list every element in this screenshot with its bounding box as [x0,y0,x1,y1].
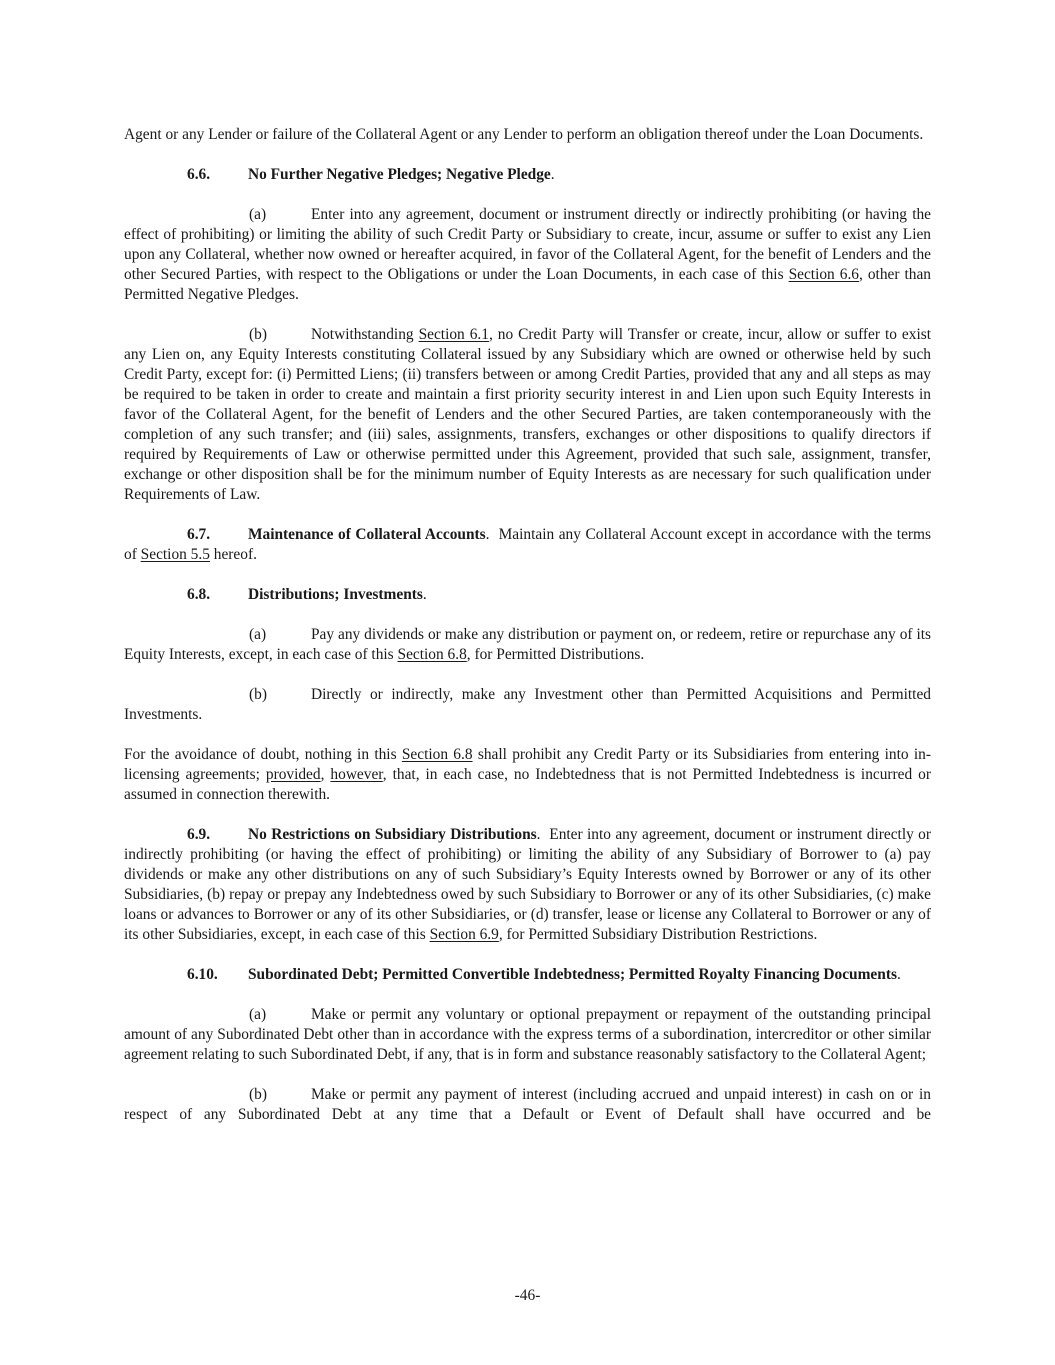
section-reference: Section 6.9 [429,926,499,943]
section-6-10-heading: 6.10. Subordinated Debt; Permitted Convertible Indebtedness; Permitted Royalty Financing Documents. [187,966,901,983]
clause-label: (a) [249,626,267,643]
section-6-6-heading: 6.6. No Further Negative Pledges; Negative Pledge. [187,166,555,183]
section-6-6-b: (b) Notwithstanding Section 6.1, no Credit Party will Transfer or create, incur, allow or suffer to exist any Lien on, any Equity Interests constituting Collateral issued by any Subsidiary which are owned or otherwise held by such Credit Party, except for: (i) Permitted Liens; (ii) transfers between or among Credit Parties, provided that any and all steps as may be required to be taken in order to create and maintain a first priority security interest in and Lien upon such Equity Interests in favor of the Collateral Agent, for the benefit of Lenders and the other Secured Parties, are taken contemporaneously with the completion of any such transfer; and (iii) sales, assignments, transfers, exchanges or other dispositions to qualify directors if required by Requirements of Law or otherwise permitted under this Agreement, provided that such sale, assignment, transfer, exchange or other disposition shall be for the minimum number of Equity Interests as are necessary for such qualification under Requirements of Law. [124,326,931,503]
page-number: -46- [514,1287,541,1304]
section-number: 6.8. [187,586,211,603]
clause-label: (b) [249,326,267,343]
document-body [124,125,931,1125]
clause-label: (b) [249,1086,267,1103]
clause-label: (a) [249,1006,267,1023]
section-reference: Section 6.1 [418,326,489,343]
section-title: No Further Negative Pledges; Negative Pledge [248,166,551,183]
provided-term: provided [265,766,321,783]
clause-label: (a) [249,206,267,223]
section-6-10-a: (a) Make or permit any voluntary or optional prepayment or repayment of the outstanding principal amount of any Subordinated Debt other than in accordance with the express terms of a subordination, intercreditor or other similar agreement relating to such Subordinated Debt, if any, that is in form and substance reasonably satisfactory to the Collateral Agent; [124,1006,931,1063]
section-reference: Section 6.8 [397,646,467,663]
section-6-8-a: (a) Pay any dividends or make any distribution or payment on, or redeem, retire or repurchase any of its Equity Interests, except, in each case of this Section 6.8, for Permitted Distributions. [124,626,931,663]
section-6-8-heading: 6.8. Distributions; Investments. [187,586,427,603]
section-6-8-b: (b) Directly or indirectly, make any Investment other than Permitted Acquisitions and Permitted Investments. [124,686,931,723]
however-term: however [330,766,383,783]
section-6-9: 6.9. No Restrictions on Subsidiary Distributions. Enter into any agreement, document or instrument directly or indirectly prohibiting (or having the effect of prohibiting) or limiting the ability of any Subsidiary of Borrower to (a) pay dividends or make any other distributions on any of such Subsidiary’s Equity Interests owned by Borrower or any of its other Subsidiaries, (b) repay or prepay any Indebtedness owed by such Subsidiary to Borrower or any of its other Subsidiaries, (c) make loans or advances to Borrower or any of its other Subsidiaries, or (d) transfer, lease or license any Collateral to Borrower or any of its other Subsidiaries, except, in each case of this Section 6.9, for Permitted Subsidiary Distribution Restrictions. [124,826,932,943]
section-title: No Restrictions on Subsidiary Distributions [248,826,537,843]
section-6-8-note: For the avoidance of doubt, nothing in this Section 6.8 shall prohibit any Credit Party or its Subsidiaries from entering into in-licensing agreements; provided, however, that, in each case, no Indebtedness that is not Permitted Indebtedness is incurred or assumed in connection therewith. [124,746,931,803]
section-title: Distributions; Investments [248,586,423,603]
section-number: 6.6. [187,166,211,183]
intro-paragraph: Agent or any Lender or failure of the Collateral Agent or any Lender to perform an obligation thereof under the Loan Documents. [124,126,924,143]
section-title: Subordinated Debt; Permitted Convertible Indebtedness; Permitted Royalty Financing Documents [248,966,897,983]
section-number: 6.9. [187,826,211,843]
section-reference: Section 5.5 [140,546,210,563]
section-reference: Section 6.6 [788,266,859,283]
section-6-6-a: (a) Enter into any agreement, document or instrument directly or indirectly prohibiting (or having the effect of prohibiting) or limiting the ability of such Credit Party or Subsidiary to create, incur, assume or suffer to exist any Lien upon any Collateral, whether now owned or hereafter acquired, in favor of the Collateral Agent, for the benefit of Lenders and the other Secured Parties, with respect to the Obligations or under the Loan Documents, in each case of this Section 6.6, other than Permitted Negative Pledges. [124,206,931,303]
section-6-10-b: (b) Make or permit any payment of interest (including accrued and unpaid interest) in cash on or in respect of any Subordinated Debt at any time that a Default or Event of Default shall have occurred and be [124,1086,931,1123]
section-number: 6.10. [187,966,218,983]
section-6-7: 6.7. Maintenance of Collateral Accounts. Maintain any Collateral Account except in accordance with the terms of Section 5.5 hereof. [124,526,931,563]
clause-label: (b) [249,686,267,703]
section-title: Maintenance of Collateral Accounts [248,526,486,543]
section-number: 6.7. [187,526,211,543]
section-reference: Section 6.8 [401,746,473,763]
